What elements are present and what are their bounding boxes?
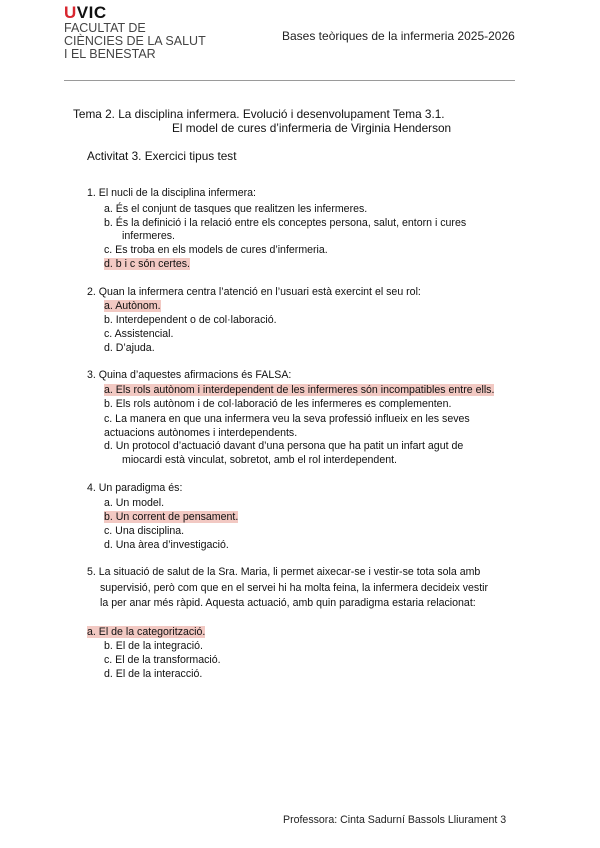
q5-option-a-selected: a. El de la categorització. [87,626,206,638]
q1-option-b-cont: infermeres. [122,230,175,242]
question-3: 3. Quina d’aquestes afirmacions és FALSA: [87,369,292,381]
question-2: 2. Quan la infermera centra l’atenció en l’usuari està exercint el seu rol: [87,286,421,298]
faculty-name-line-3: I EL BENESTAR [64,47,156,61]
q2-option-c: c. Assistencial. [104,328,174,340]
activity-title: Activitat 3. Exercici tipus test [87,149,237,163]
faculty-name-line-2: CIÈNCIES DE LA SALUT [64,34,206,48]
faculty-name-line-1: FACULTAT DE [64,21,146,35]
q5-option-c: c. El de la transformació. [104,654,221,666]
question-4: 4. Un paradigma és: [87,482,183,494]
header-divider [64,80,515,81]
q4-option-c: c. Una disciplina. [104,525,185,537]
uvic-logo: UVIC [64,3,107,22]
question-5-line-1: 5. La situació de salut de la Sra. Maria, li permet aixecar-se i vestir-se tota sola amb [87,566,481,578]
q5-option-d: d. El de la interacció. [104,668,203,680]
q2-option-a-selected: a. Autònom. [104,300,161,312]
q1-option-d-selected: d. b i c són certes. [104,258,190,270]
question-5-line-2: supervisió, però com que en el servei hi ha molta feina, la infermera decideix vestir [100,582,489,594]
topic-title-line-2: El model de cures d’infermeria de Virginia Henderson [172,121,452,135]
q3-option-b: b. Els rols autònom i de col·laboració de les infermeres es complementen. [104,398,452,410]
q3-option-d-cont: miocardi està vinculat, sobretot, amb el rol interdependent. [122,454,397,466]
footer-professor: Professora: Cinta Sadurní Bassols Lliurament 3 [283,814,507,826]
q2-option-b: b. Interdependent o de col·laboració. [104,314,277,326]
q4-option-b-selected: b. Un corrent de pensament. [104,511,239,523]
q1-option-b: b. És la definició i la relació entre els conceptes persona, salut, entorn i cures [104,217,467,229]
question-5-line-3: la per anar més ràpid. Aquesta actuació, amb quin paradigma estaria relacionat: [100,597,476,609]
q3-option-c: c. La manera en que una infermera veu la seva professió influeix en les seves [104,413,470,425]
q3-option-a-selected: a. Els rols autònom i interdependent de les infermeres són incompatibles entre ells. [104,384,495,396]
course-title: Bases teòriques de la infermeria 2025-2026 [282,29,515,43]
q3-option-c-cont: actuacions autònomes i interdependents. [104,427,298,439]
topic-title-line-1: Tema 2. La disciplina infermera. Evolució i desenvolupament Tema 3.1. [73,107,445,121]
q5-option-b: b. El de la integració. [104,640,203,652]
q1-option-c: c. Es troba en els models de cures d’infermeria. [104,244,328,256]
q2-option-d: d. D’ajuda. [104,342,155,354]
q4-option-a: a. Un model. [104,497,165,509]
q3-option-d: d. Un protocol d’actuació davant d’una persona que ha patit un infart agut de [104,440,464,452]
q4-option-d: d. Una àrea d’investigació. [104,539,229,551]
q1-option-a: a. És el conjunt de tasques que realitzen les infermeres. [104,203,368,215]
question-1: 1. El nucli de la disciplina infermera: [87,187,256,199]
